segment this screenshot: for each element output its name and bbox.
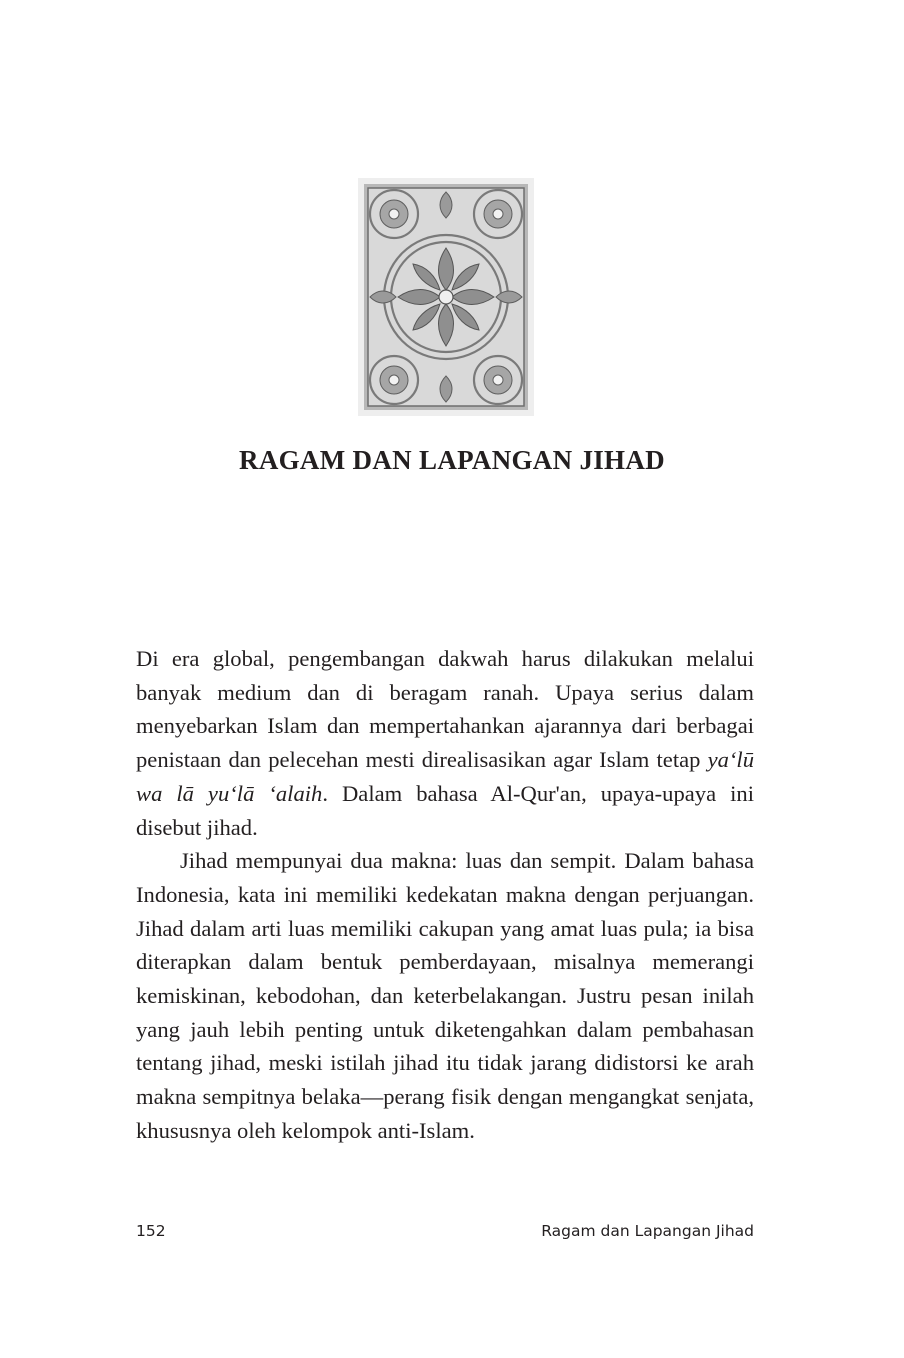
paragraph-1-text-start: Di era global, pengembangan dakwah harus dilakukan melalui banyak medium dan di beragam ranah. Upaya serius dalam menyebarkan Islam dan mempertahankan ajarannya dari berbagai penistaan dan pelecehan mesti direalisasikan agar Islam tetap [136, 646, 754, 773]
paragraph-1 [136, 642, 754, 844]
chapter-ornament [358, 178, 534, 416]
page-number: 152 [136, 1222, 166, 1240]
running-title: Ragam dan Lapangan Jihad [541, 1222, 754, 1240]
arabesque-floral-ornament-icon [358, 178, 534, 416]
paragraph-2: Jihad mempunyai dua makna: luas dan sempit. Dalam bahasa Indonesia, kata ini memiliki kedekatan makna dengan perjuangan. Jihad dalam arti luas memiliki cakupan yang amat luas pula; ia bisa diterapkan dalam bentuk pemberdayaan, misalnya memerangi kemiskinan, kebodohan, dan keterbelakangan. Justru pesan inilah yang jauh lebih penting untuk diketengahkan dalam pembahasan tentang jihad, meski istilah jihad itu tidak jarang didistorsi ke arah makna sempitnya belaka—perang fisik dengan mengangkat senjata, khususnya oleh kelompok anti-Islam. [136, 848, 754, 1143]
chapter-title: RAGAM DAN LAPANGAN JIHAD [239, 445, 665, 475]
paragraph-1-text-end: . Dalam bahasa Al-Qur'an, upaya-upaya ini disebut jihad. [136, 780, 754, 840]
page-footer [136, 1222, 754, 1240]
body-text [136, 642, 754, 1148]
paragraph-1-italic-phrase: ya‘lū wa lā yu‘lā ‘alaih [136, 747, 754, 806]
